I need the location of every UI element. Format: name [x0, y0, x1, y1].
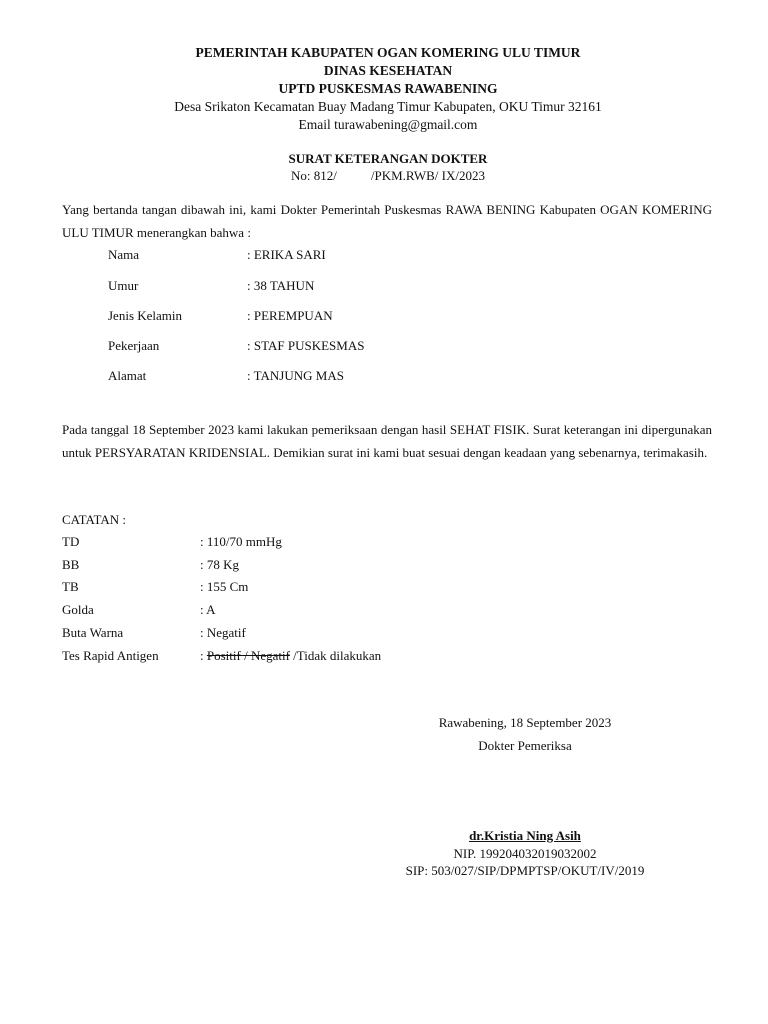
identity-value-occupation: : STAF PUSKESMAS	[247, 338, 365, 353]
note-value-blood-type: : A	[200, 602, 216, 617]
document-number-prefix: No: 812/	[291, 168, 337, 183]
rapid-antigen-colon: :	[200, 648, 207, 663]
note-label-rapid-antigen: Tes Rapid Antigen	[62, 648, 159, 663]
letterhead-department: DINAS KESEHATAN	[323, 63, 453, 78]
letterhead-government: PEMERINTAH KABUPATEN OGAN KOMERING ULU TIMUR	[195, 45, 581, 60]
identity-value-gender: : PEREMPUAN	[247, 308, 333, 323]
identity-value-address: : TANJUNG MAS	[247, 368, 344, 383]
note-value-blood-pressure: : 110/70 mmHg	[200, 534, 282, 549]
letterhead-email: Email turawabening@gmail.com	[298, 117, 478, 132]
doctor-name: dr.Kristia Ning Asih	[469, 828, 581, 843]
identity-label-age: Umur	[108, 278, 139, 293]
identity-value-name: : ERIKA SARI	[247, 247, 326, 262]
letterhead-institution: UPTD PUSKESMAS RAWABENING	[278, 81, 498, 96]
identity-value-age: : 38 TAHUN	[247, 278, 315, 293]
identity-label-address: Alamat	[108, 368, 147, 383]
signature-sip: SIP: 503/027/SIP/DPMPTSP/OKUT/IV/2019	[405, 863, 645, 878]
note-label-weight: BB	[62, 557, 80, 572]
signature-nip: NIP. 199204032019032002	[453, 846, 597, 861]
document-title: SURAT KETERANGAN DOKTER	[288, 151, 488, 166]
rapid-antigen-struck-options: Positif / Negatif	[206, 648, 290, 663]
note-label-blood-type: Golda	[62, 602, 94, 617]
note-label-blood-pressure: TD	[62, 534, 80, 549]
statement-paragraph: Pada tanggal 18 September 2023 kami lakukan pemeriksaan dengan hasil SEHAT FISIK. Surat keterangan ini dipergunakan untuk PERSYARATAN KRIDENSIAL. Demikian surat ini kami buat sesuai dengan keadaan yang sebenarnya, terimakasih.	[62, 422, 712, 460]
notes-heading: CATATAN :	[62, 512, 127, 527]
note-value-height: : 155 Cm	[200, 579, 249, 594]
note-value-rapid-antigen	[200, 648, 381, 664]
intro-paragraph: Yang bertanda tangan dibawah ini, kami Dokter Pemerintah Puskesmas RAWA BENING Kabupaten OGAN KOMERING ULU TIMUR menerangkan bahwa :	[62, 202, 712, 240]
note-value-weight: : 78 Kg	[200, 557, 239, 572]
signature-role: Dokter Pemeriksa	[478, 738, 572, 753]
note-label-height: TB	[62, 579, 79, 594]
letterhead-address: Desa Srikaton Kecamatan Buay Madang Timur Kabupaten, OKU Timur 32161	[174, 99, 602, 114]
document-number-suffix: /PKM.RWB/ IX/2023	[370, 168, 485, 183]
note-value-color-blindness: : Negatif	[200, 625, 246, 640]
identity-label-gender: Jenis Kelamin	[108, 308, 183, 323]
signature-place-date: Rawabening, 18 September 2023	[438, 715, 612, 730]
note-label-color-blindness: Buta Warna	[62, 625, 124, 640]
signature-name	[340, 828, 710, 844]
rapid-antigen-result: /Tidak dilakukan	[289, 648, 382, 663]
document-number	[0, 168, 768, 184]
identity-label-occupation: Pekerjaan	[108, 338, 160, 353]
identity-label-name: Nama	[108, 247, 140, 262]
